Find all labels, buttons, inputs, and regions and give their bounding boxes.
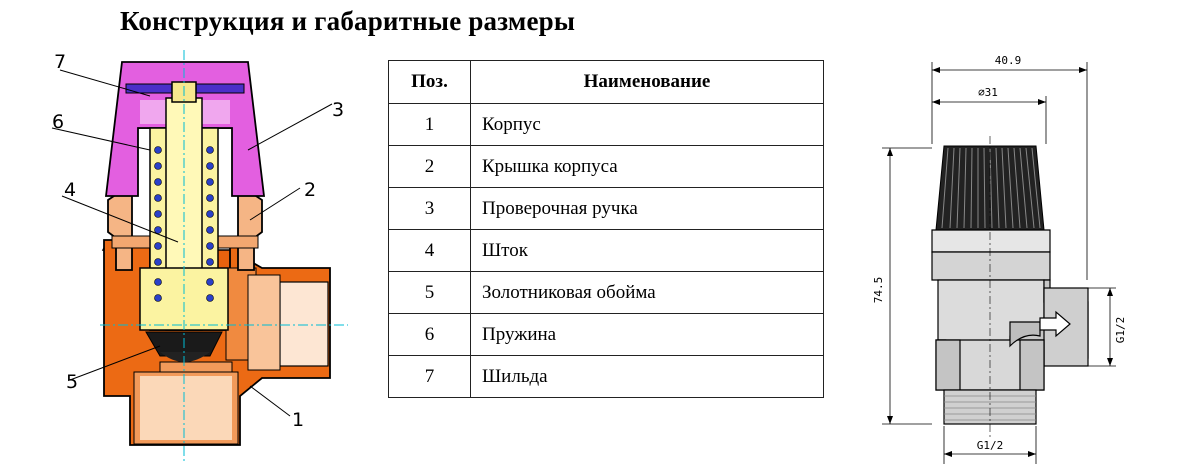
callout-4: 4 — [64, 179, 77, 201]
column-header-num: Поз. — [389, 61, 471, 104]
row-num: 7 — [389, 356, 471, 398]
parts-table — [388, 60, 824, 398]
callout-2: 2 — [304, 179, 317, 201]
dim-bottom-thread: G1/2 — [976, 439, 1004, 452]
row-num: 5 — [389, 272, 471, 314]
row-num: 4 — [389, 230, 471, 272]
valve-section-drawing — [0, 0, 370, 469]
table-row — [389, 104, 824, 146]
table-row — [389, 188, 824, 230]
table-row — [389, 356, 824, 398]
dim-cap-diameter: ∅31 — [978, 86, 998, 99]
table-row — [389, 272, 824, 314]
column-header-name: Наименование — [471, 61, 824, 104]
callout-5: 5 — [66, 371, 79, 393]
row-name: Шильда — [471, 356, 824, 398]
row-num: 2 — [389, 146, 471, 188]
row-name: Корпус — [471, 104, 824, 146]
row-num: 3 — [389, 188, 471, 230]
row-name: Крышка корпуса — [471, 146, 824, 188]
dim-side-thread: G1/2 — [1114, 316, 1127, 344]
valve-dimension-drawing — [860, 40, 1160, 465]
row-num: 1 — [389, 104, 471, 146]
row-name: Пружина — [471, 314, 824, 356]
page-title: Конструкция и габаритные размеры — [120, 6, 576, 36]
callout-1: 1 — [292, 409, 305, 431]
row-name: Проверочная ручка — [471, 188, 824, 230]
callout-7: 7 — [54, 51, 67, 73]
row-name: Шток — [471, 230, 824, 272]
callout-6: 6 — [52, 111, 65, 133]
table-header-row — [389, 61, 824, 104]
row-num: 6 — [389, 314, 471, 356]
row-name: Золотниковая обойма — [471, 272, 824, 314]
table-row — [389, 230, 824, 272]
dim-height: 74.5 — [872, 276, 885, 304]
callout-3: 3 — [332, 99, 345, 121]
table-row — [389, 146, 824, 188]
dim-width: 40.9 — [994, 54, 1022, 67]
table-row — [389, 314, 824, 356]
